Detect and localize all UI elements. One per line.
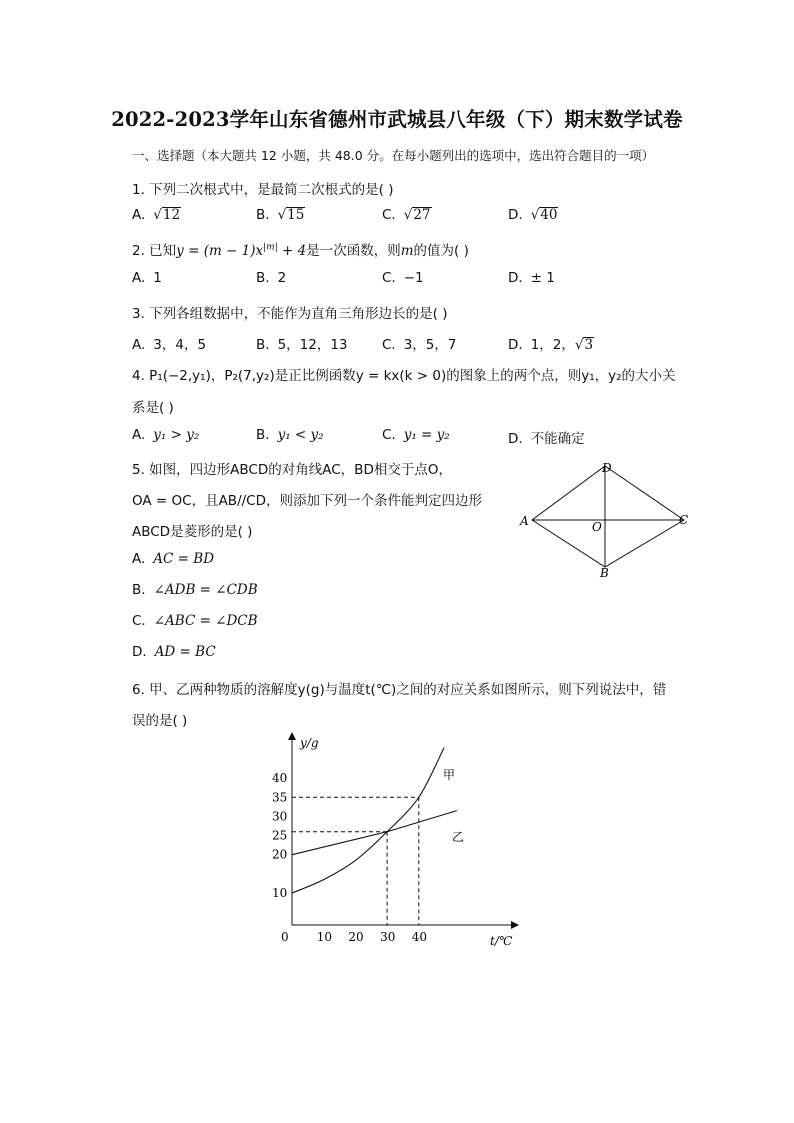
label-c: C xyxy=(679,513,689,527)
series-yi-label: 乙 xyxy=(452,830,465,844)
q5-option-d[interactable]: D. AD = BC xyxy=(132,644,216,660)
y-tick-40: 40 xyxy=(272,771,288,786)
q4-option-a[interactable]: A. y₁ > y₂ xyxy=(132,427,200,443)
series-jia-line xyxy=(292,747,444,893)
q4-option-c[interactable]: C. y₁ = y₂ xyxy=(382,427,450,443)
q1-option-b[interactable]: B. √15 xyxy=(256,207,305,223)
q5-option-c[interactable]: C. ∠ABC = ∠DCB xyxy=(132,613,258,629)
q1-option-d-value: 40 xyxy=(540,207,558,223)
y-tick-20: 20 xyxy=(272,847,288,862)
q1-option-c-value: 27 xyxy=(413,207,431,223)
q5-option-b[interactable]: B. ∠ADB = ∠CDB xyxy=(132,582,258,598)
y-tick-10: 10 xyxy=(272,886,288,900)
q3-option-b[interactable]: B. 5，12，13 xyxy=(256,337,348,353)
y-tick-25: 25 xyxy=(272,828,288,843)
section-heading: 一、选择题（本大题共 12 小题，共 48.0 分。在每小题列出的选项中，选出符合题目的一项） xyxy=(132,148,655,163)
q4-stem-line1: 4. P₁(−2,y₁)，P₂(7,y₂)是正比例函数y = kx(k > 0)的图象上的两个点，则y₁，y₂的大小关 xyxy=(132,368,676,384)
q1-option-a-value: 12 xyxy=(162,207,181,223)
q6-stem-line2: 误的是( ) xyxy=(132,713,188,729)
q1-stem: 1. 下列二次根式中，是最简二次根式的是( ) xyxy=(132,182,394,198)
y-tick-30: 30 xyxy=(272,809,288,824)
q4-stem-line2: 系是( ) xyxy=(132,400,174,416)
label-o: O xyxy=(592,520,602,534)
y-tick-35: 35 xyxy=(272,790,288,805)
q5-option-a[interactable]: A. AC = BD xyxy=(132,551,215,567)
label-d: D xyxy=(602,461,612,475)
y-axis-label: y/g xyxy=(300,736,319,750)
rhombus-figure xyxy=(510,455,700,580)
q2-option-d[interactable]: D. ± 1 xyxy=(508,270,555,286)
q2-option-a[interactable]: A. 1 xyxy=(132,270,162,286)
x-tick-40: 40 xyxy=(411,930,428,944)
x-axis-label: t/℃ xyxy=(490,934,513,948)
q3-option-d[interactable]: D. 1，2，√3 xyxy=(508,337,594,353)
x-tick-0: 0 xyxy=(281,930,289,944)
q1-option-a[interactable]: A. √12 xyxy=(132,207,181,223)
q5-stem-line3: ABCD是菱形的是( ) xyxy=(132,524,253,540)
page-title: 2022-2023学年山东省德州市武城县八年级（下）期末数学试卷 xyxy=(111,108,683,131)
q1-option-b-value: 15 xyxy=(287,207,305,223)
series-jia-label: 甲 xyxy=(443,768,456,782)
q2-option-c[interactable]: C. −1 xyxy=(382,270,424,286)
q2-option-b[interactable]: B. 2 xyxy=(256,270,287,286)
q2-stem: 2. 已知$y = (m - 1)x^{|m|} + 4$是一次函数，则m的值为( ) xyxy=(132,242,469,259)
q1-option-c[interactable]: C. √27 xyxy=(382,207,431,223)
q5-stem-line2: OA = OC，且AB//CD，则添加下列一个条件能判定四边形 xyxy=(132,493,482,509)
q3-stem: 3. 下列各组数据中，不能作为直角三角形边长的是( ) xyxy=(132,306,448,322)
label-b: B xyxy=(600,566,609,580)
solubility-chart xyxy=(260,725,530,955)
series-yi-line xyxy=(292,811,457,855)
q6-stem-line1: 6. 甲、乙两种物质的溶解度y(g)与温度t(℃)之间的对应关系如图所示，则下列说法中，错 xyxy=(132,682,667,698)
q4-option-b[interactable]: B. y₁ < y₂ xyxy=(256,427,324,443)
q4-option-d[interactable]: D. 不能确定 xyxy=(508,431,585,447)
q3-option-d-sqrt: 3 xyxy=(584,337,594,353)
q3-option-a[interactable]: A. 3，4，5 xyxy=(132,337,207,353)
q1-option-d[interactable]: D. √40 xyxy=(508,207,558,223)
x-tick-30: 30 xyxy=(380,930,396,944)
x-tick-20: 20 xyxy=(348,930,364,944)
q5-stem-line1: 5. 如图，四边形ABCD的对角线AC，BD相交于点O， xyxy=(132,462,452,478)
q3-option-c[interactable]: C. 3，5，7 xyxy=(382,337,457,353)
x-tick-10: 10 xyxy=(316,930,332,944)
label-a: A xyxy=(520,514,529,528)
